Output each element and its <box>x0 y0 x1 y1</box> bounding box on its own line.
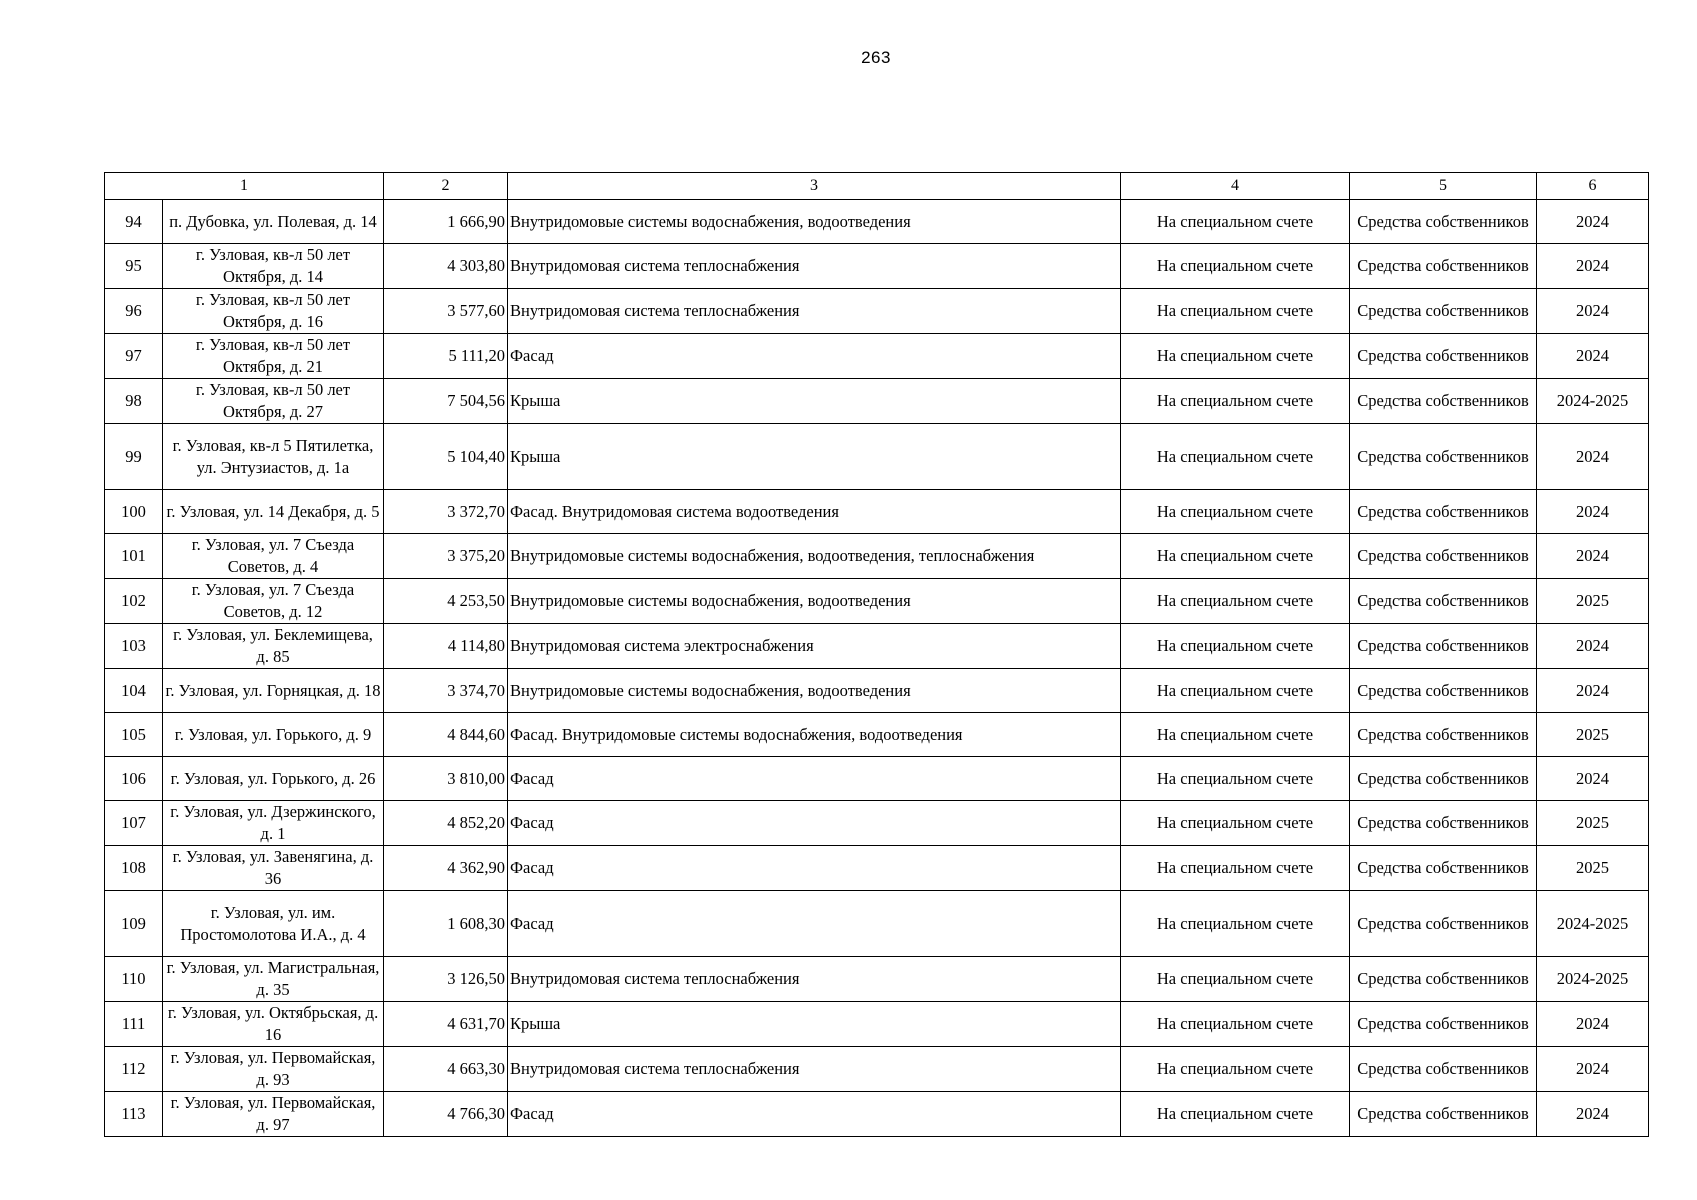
row-area: 4 663,30 <box>384 1047 508 1092</box>
column-header-5: 5 <box>1350 173 1537 200</box>
row-funding-source: Средства собственников <box>1350 579 1537 624</box>
row-funding-source: Средства собственников <box>1350 624 1537 669</box>
row-works: Фасад <box>508 334 1121 379</box>
row-funding-source: Средства собственников <box>1350 1047 1537 1092</box>
row-works: Внутридомовые системы водоснабжения, водоотведения <box>508 200 1121 244</box>
row-number: 113 <box>105 1092 163 1137</box>
row-year: 2025 <box>1537 846 1649 891</box>
row-funding-method: На специальном счете <box>1121 334 1350 379</box>
row-funding-method: На специальном счете <box>1121 424 1350 490</box>
repair-program-table <box>104 172 1649 1137</box>
row-number: 97 <box>105 334 163 379</box>
table-row <box>105 669 1649 713</box>
row-address: г. Узловая, ул. Горького, д. 26 <box>163 757 384 801</box>
row-address: г. Узловая, ул. Первомайская, д. 93 <box>163 1047 384 1092</box>
row-funding-method: На специальном счете <box>1121 891 1350 957</box>
row-area: 5 111,20 <box>384 334 508 379</box>
row-number: 99 <box>105 424 163 490</box>
column-header-2: 2 <box>384 173 508 200</box>
row-area: 5 104,40 <box>384 424 508 490</box>
row-works: Внутридомовая система теплоснабжения <box>508 957 1121 1002</box>
row-number: 94 <box>105 200 163 244</box>
row-funding-source: Средства собственников <box>1350 801 1537 846</box>
row-funding-method: На специальном счете <box>1121 624 1350 669</box>
page-number: 263 <box>861 48 891 67</box>
row-works: Фасад <box>508 1092 1121 1137</box>
row-year: 2024-2025 <box>1537 891 1649 957</box>
row-address: г. Узловая, кв-л 50 лет Октября, д. 27 <box>163 379 384 424</box>
row-works: Внутридомовая система теплоснабжения <box>508 244 1121 289</box>
row-area: 4 362,90 <box>384 846 508 891</box>
table-row <box>105 490 1649 534</box>
row-funding-method: На специальном счете <box>1121 244 1350 289</box>
row-year: 2024 <box>1537 1047 1649 1092</box>
row-funding-source: Средства собственников <box>1350 334 1537 379</box>
table-row <box>105 579 1649 624</box>
row-year: 2024 <box>1537 200 1649 244</box>
row-area: 4 303,80 <box>384 244 508 289</box>
table-row <box>105 379 1649 424</box>
row-funding-source: Средства собственников <box>1350 757 1537 801</box>
row-funding-method: На специальном счете <box>1121 669 1350 713</box>
row-area: 3 372,70 <box>384 490 508 534</box>
row-area: 4 844,60 <box>384 713 508 757</box>
row-address: г. Узловая, кв-л 50 лет Октября, д. 16 <box>163 289 384 334</box>
row-number: 108 <box>105 846 163 891</box>
table-row <box>105 534 1649 579</box>
table-row <box>105 424 1649 490</box>
row-funding-method: На специальном счете <box>1121 289 1350 334</box>
table-row <box>105 846 1649 891</box>
row-number: 110 <box>105 957 163 1002</box>
row-number: 100 <box>105 490 163 534</box>
row-funding-source: Средства собственников <box>1350 424 1537 490</box>
row-area: 3 810,00 <box>384 757 508 801</box>
row-year: 2024 <box>1537 334 1649 379</box>
table-row <box>105 244 1649 289</box>
row-number: 102 <box>105 579 163 624</box>
row-area: 4 253,50 <box>384 579 508 624</box>
row-works: Внутридомовые системы водоснабжения, водоотведения, теплоснабжения <box>508 534 1121 579</box>
row-address: г. Узловая, ул. Октябрьская, д. 16 <box>163 1002 384 1047</box>
table-header <box>105 173 1649 200</box>
row-year: 2024 <box>1537 1092 1649 1137</box>
row-funding-source: Средства собственников <box>1350 713 1537 757</box>
row-year: 2024 <box>1537 1002 1649 1047</box>
row-address: п. Дубовка, ул. Полевая, д. 14 <box>163 200 384 244</box>
row-year: 2024 <box>1537 490 1649 534</box>
row-number: 104 <box>105 669 163 713</box>
row-area: 3 375,20 <box>384 534 508 579</box>
row-area: 3 126,50 <box>384 957 508 1002</box>
table-row <box>105 334 1649 379</box>
table-row <box>105 713 1649 757</box>
table-row <box>105 1047 1649 1092</box>
row-address: г. Узловая, ул. Магистральная, д. 35 <box>163 957 384 1002</box>
table-row <box>105 200 1649 244</box>
row-works: Крыша <box>508 424 1121 490</box>
row-address: г. Узловая, ул. им. Простомолотова И.А., д. 4 <box>163 891 384 957</box>
row-number: 111 <box>105 1002 163 1047</box>
table-row <box>105 289 1649 334</box>
table-row <box>105 1002 1649 1047</box>
row-funding-source: Средства собственников <box>1350 891 1537 957</box>
row-works: Фасад <box>508 891 1121 957</box>
row-works: Фасад <box>508 801 1121 846</box>
row-funding-source: Средства собственников <box>1350 379 1537 424</box>
row-address: г. Узловая, кв-л 50 лет Октября, д. 14 <box>163 244 384 289</box>
row-funding-method: На специальном счете <box>1121 534 1350 579</box>
row-year: 2025 <box>1537 579 1649 624</box>
row-year: 2024 <box>1537 424 1649 490</box>
row-number: 95 <box>105 244 163 289</box>
row-year: 2024 <box>1537 669 1649 713</box>
row-address: г. Узловая, ул. 14 Декабря, д. 5 <box>163 490 384 534</box>
row-year: 2024 <box>1537 624 1649 669</box>
row-funding-method: На специальном счете <box>1121 490 1350 534</box>
row-address: г. Узловая, ул. 7 Съезда Советов, д. 4 <box>163 534 384 579</box>
row-works: Фасад. Внутридомовые системы водоснабжения, водоотведения <box>508 713 1121 757</box>
row-funding-source: Средства собственников <box>1350 289 1537 334</box>
table-body <box>105 200 1649 1137</box>
row-works: Фасад <box>508 757 1121 801</box>
column-header-3: 3 <box>508 173 1121 200</box>
row-number: 101 <box>105 534 163 579</box>
row-area: 4 631,70 <box>384 1002 508 1047</box>
row-funding-method: На специальном счете <box>1121 757 1350 801</box>
row-works: Внутридомовые системы водоснабжения, водоотведения <box>508 579 1121 624</box>
row-area: 1 608,30 <box>384 891 508 957</box>
row-works: Внутридомовые системы водоснабжения, водоотведения <box>508 669 1121 713</box>
row-area: 7 504,56 <box>384 379 508 424</box>
row-number: 106 <box>105 757 163 801</box>
table-row <box>105 957 1649 1002</box>
row-year: 2024 <box>1537 534 1649 579</box>
row-funding-method: На специальном счете <box>1121 801 1350 846</box>
row-number: 96 <box>105 289 163 334</box>
row-year: 2024-2025 <box>1537 957 1649 1002</box>
row-funding-method: На специальном счете <box>1121 846 1350 891</box>
row-funding-source: Средства собственников <box>1350 244 1537 289</box>
row-works: Внутридомовая система теплоснабжения <box>508 289 1121 334</box>
row-funding-method: На специальном счете <box>1121 957 1350 1002</box>
row-year: 2025 <box>1537 801 1649 846</box>
column-header-6: 6 <box>1537 173 1649 200</box>
row-works: Фасад <box>508 846 1121 891</box>
table-row <box>105 801 1649 846</box>
row-address: г. Узловая, ул. Беклемищева, д. 85 <box>163 624 384 669</box>
row-funding-method: На специальном счете <box>1121 579 1350 624</box>
row-address: г. Узловая, кв-л 5 Пятилетка, ул. Энтузиастов, д. 1а <box>163 424 384 490</box>
row-area: 1 666,90 <box>384 200 508 244</box>
row-address: г. Узловая, ул. Дзержинского, д. 1 <box>163 801 384 846</box>
row-works: Крыша <box>508 1002 1121 1047</box>
row-number: 98 <box>105 379 163 424</box>
row-funding-source: Средства собственников <box>1350 200 1537 244</box>
row-number: 103 <box>105 624 163 669</box>
row-funding-method: На специальном счете <box>1121 379 1350 424</box>
row-address: г. Узловая, ул. Горького, д. 9 <box>163 713 384 757</box>
table-row <box>105 757 1649 801</box>
row-year: 2025 <box>1537 713 1649 757</box>
row-number: 105 <box>105 713 163 757</box>
row-year: 2024 <box>1537 289 1649 334</box>
row-works: Фасад. Внутридомовая система водоотведения <box>508 490 1121 534</box>
row-area: 4 766,30 <box>384 1092 508 1137</box>
header-row <box>105 173 1649 200</box>
row-number: 107 <box>105 801 163 846</box>
row-funding-source: Средства собственников <box>1350 1002 1537 1047</box>
row-number: 112 <box>105 1047 163 1092</box>
row-funding-source: Средства собственников <box>1350 1092 1537 1137</box>
row-year: 2024-2025 <box>1537 379 1649 424</box>
row-address: г. Узловая, кв-л 50 лет Октября, д. 21 <box>163 334 384 379</box>
row-funding-method: На специальном счете <box>1121 1047 1350 1092</box>
row-area: 4 852,20 <box>384 801 508 846</box>
row-funding-method: На специальном счете <box>1121 1092 1350 1137</box>
row-funding-source: Средства собственников <box>1350 957 1537 1002</box>
row-works: Крыша <box>508 379 1121 424</box>
row-funding-method: На специальном счете <box>1121 713 1350 757</box>
table-row <box>105 624 1649 669</box>
row-works: Внутридомовая система теплоснабжения <box>508 1047 1121 1092</box>
row-address: г. Узловая, ул. Первомайская, д. 97 <box>163 1092 384 1137</box>
table-row <box>105 1092 1649 1137</box>
row-area: 4 114,80 <box>384 624 508 669</box>
row-area: 3 374,70 <box>384 669 508 713</box>
row-funding-source: Средства собственников <box>1350 846 1537 891</box>
row-funding-method: На специальном счете <box>1121 1002 1350 1047</box>
row-address: г. Узловая, ул. 7 Съезда Советов, д. 12 <box>163 579 384 624</box>
column-header-1: 1 <box>105 173 384 200</box>
row-address: г. Узловая, ул. Горняцкая, д. 18 <box>163 669 384 713</box>
row-year: 2024 <box>1537 244 1649 289</box>
row-address: г. Узловая, ул. Завенягина, д. 36 <box>163 846 384 891</box>
row-funding-source: Средства собственников <box>1350 534 1537 579</box>
row-works: Внутридомовая система электроснабжения <box>508 624 1121 669</box>
row-number: 109 <box>105 891 163 957</box>
row-year: 2024 <box>1537 757 1649 801</box>
table-row <box>105 891 1649 957</box>
row-area: 3 577,60 <box>384 289 508 334</box>
column-header-4: 4 <box>1121 173 1350 200</box>
row-funding-source: Средства собственников <box>1350 669 1537 713</box>
row-funding-source: Средства собственников <box>1350 490 1537 534</box>
row-funding-method: На специальном счете <box>1121 200 1350 244</box>
